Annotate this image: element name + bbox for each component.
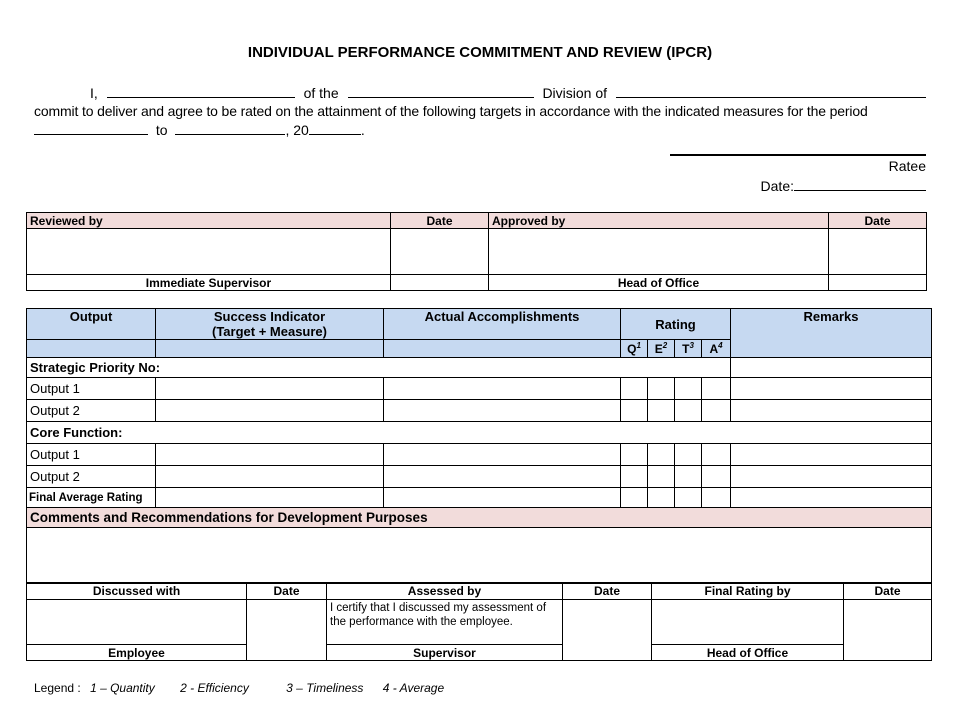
success-indicator-header <box>156 309 384 340</box>
signoff-date-2-header: Date <box>563 583 652 600</box>
signoff-date-3-cell[interactable] <box>844 600 932 661</box>
sp-output-2-t[interactable] <box>675 400 702 422</box>
cf-output-1-q[interactable] <box>621 444 648 466</box>
a-letter: A <box>709 342 719 356</box>
approver-signature-cell[interactable] <box>489 229 829 275</box>
supervisor-label: Supervisor <box>327 645 563 661</box>
sp-output-1-a[interactable] <box>702 378 731 400</box>
q-header <box>621 340 648 358</box>
commitment-line-2: commit to deliver and agree to be rated on the attainment of the following targets in accordance with the indicated measures for the period <box>34 103 868 119</box>
review-table <box>26 212 927 291</box>
cf-output-2-a[interactable] <box>702 466 731 488</box>
legend-timeliness: 3 – Timeliness <box>286 681 364 695</box>
division-of-label: Division of <box>542 85 608 101</box>
cf-output-1-t[interactable] <box>675 444 702 466</box>
t-header <box>675 340 702 358</box>
sp-output-2-indicator[interactable] <box>156 400 384 422</box>
final-average-actual[interactable] <box>384 488 621 508</box>
final-average-indicator[interactable] <box>156 488 384 508</box>
sp-output-1-q[interactable] <box>621 378 648 400</box>
sp-output-2-q[interactable] <box>621 400 648 422</box>
cf-output-1-actual[interactable] <box>384 444 621 466</box>
q-sup: 1 <box>636 341 641 350</box>
cf-output-1-indicator[interactable] <box>156 444 384 466</box>
e-letter: E <box>654 342 663 356</box>
cf-output-2: Output 2 <box>27 466 156 488</box>
a-header <box>702 340 731 358</box>
legend-quantity: 1 – Quantity <box>90 681 155 695</box>
sp-output-1-e[interactable] <box>648 378 675 400</box>
sp-output-1-remarks[interactable] <box>731 378 932 400</box>
core-function-row: Core Function: <box>27 422 932 444</box>
cf-output-2-e[interactable] <box>648 466 675 488</box>
final-average-a[interactable] <box>702 488 731 508</box>
cf-output-1-e[interactable] <box>648 444 675 466</box>
to-label: to <box>155 122 168 138</box>
office-blank <box>348 84 534 98</box>
final-rating-by-header: Final Rating by <box>652 583 844 600</box>
approved-by-header: Approved by <box>489 213 829 229</box>
cf-output-2-actual[interactable] <box>384 466 621 488</box>
sp-output-2-remarks[interactable] <box>731 400 932 422</box>
cf-output-1-a[interactable] <box>702 444 731 466</box>
cf-output-1-remarks[interactable] <box>731 444 932 466</box>
period-end-blank <box>175 121 285 135</box>
final-average-rating-label: Final Average Rating <box>27 488 156 508</box>
e-header <box>648 340 675 358</box>
sp-output-1-indicator[interactable] <box>156 378 384 400</box>
e-sup: 2 <box>662 341 668 350</box>
sp-output-2-e[interactable] <box>648 400 675 422</box>
commitment-line-1 <box>90 84 926 102</box>
sp-output-2-a[interactable] <box>702 400 731 422</box>
sp-output-1-t[interactable] <box>675 378 702 400</box>
ratee-date <box>761 177 926 195</box>
t-letter: T <box>682 342 690 356</box>
rating-header: Rating <box>621 309 731 340</box>
sp-output-1: Output 1 <box>27 378 156 400</box>
signoff-date-2-cell[interactable] <box>563 600 652 661</box>
head-of-office-label: Head of Office <box>489 275 829 291</box>
comments-header: Comments and Recommendations for Development Purposes <box>27 508 932 528</box>
signoff-table <box>26 582 932 661</box>
cf-output-1: Output 1 <box>27 444 156 466</box>
cf-output-2-remarks[interactable] <box>731 466 932 488</box>
ratee-date-blank <box>794 177 926 191</box>
discussed-with-header: Discussed with <box>27 583 247 600</box>
final-average-q[interactable] <box>621 488 648 508</box>
cf-output-2-t[interactable] <box>675 466 702 488</box>
sp-output-2-actual[interactable] <box>384 400 621 422</box>
review-date-header: Date <box>391 213 489 229</box>
assessed-by-header: Assessed by <box>327 583 563 600</box>
page-title: INDIVIDUAL PERFORMANCE COMMITMENT AND REVIEW (IPCR) <box>247 44 713 61</box>
reviewed-by-header: Reviewed by <box>27 213 391 229</box>
remarks-header: Remarks <box>731 309 932 358</box>
q-letter: Q <box>627 342 637 356</box>
approve-date-header: Date <box>829 213 927 229</box>
legend-efficiency: 2 - Efficiency <box>180 681 249 695</box>
final-average-e[interactable] <box>648 488 675 508</box>
cf-output-2-indicator[interactable] <box>156 466 384 488</box>
strategic-priority-row: Strategic Priority No: <box>27 358 731 378</box>
a-sup: 4 <box>718 341 723 350</box>
year-prefix: , 20 <box>285 122 309 138</box>
immediate-supervisor-label: Immediate Supervisor <box>27 275 391 291</box>
signoff-date-1-header: Date <box>247 583 327 600</box>
success-indicator-label: Success Indicator <box>213 309 326 324</box>
output-header: Output <box>27 309 156 340</box>
success-indicator-header-sub <box>156 340 384 358</box>
reviewer-signature-cell[interactable] <box>27 229 391 275</box>
legend-label: Legend : <box>34 681 81 695</box>
legend-average: 4 - Average <box>382 681 445 695</box>
approve-date-cell[interactable] <box>829 229 927 275</box>
target-measure-label: (Target + Measure) <box>212 324 327 339</box>
division-blank <box>616 84 926 98</box>
legend <box>34 681 444 695</box>
approve-date-blank <box>829 275 927 291</box>
comments-area[interactable] <box>27 528 932 584</box>
period-end-dot: . <box>360 122 365 138</box>
ratee-date-label: Date: <box>760 178 794 194</box>
commitment-line-3 <box>34 121 365 139</box>
name-blank <box>107 84 295 98</box>
final-average-t[interactable] <box>675 488 702 508</box>
final-rater-signature-cell[interactable] <box>652 600 844 645</box>
ipcr-table <box>26 308 932 584</box>
actual-header-sub <box>384 340 621 358</box>
employee-signature-cell[interactable] <box>27 600 247 645</box>
head-of-office-signoff-label: Head of Office <box>652 645 844 661</box>
of-the-label: of the <box>303 85 339 101</box>
employee-label: Employee <box>27 645 247 661</box>
certify-text: I certify that I discussed my assessment of the performance with the employee. <box>327 600 563 645</box>
signoff-date-3-header: Date <box>844 583 932 600</box>
output-header-sub <box>27 340 156 358</box>
ratee-label: Ratee <box>888 158 926 174</box>
signoff-date-1-cell[interactable] <box>247 600 327 661</box>
strategic-priority-remarks[interactable] <box>731 358 932 378</box>
t-sup: 3 <box>689 341 694 350</box>
cf-output-2-q[interactable] <box>621 466 648 488</box>
sp-output-1-actual[interactable] <box>384 378 621 400</box>
ratee-signature-line <box>670 154 926 156</box>
period-start-blank <box>34 121 148 135</box>
final-average-remarks[interactable] <box>731 488 932 508</box>
year-blank <box>309 121 361 135</box>
review-date-blank <box>391 275 489 291</box>
review-date-cell[interactable] <box>391 229 489 275</box>
actual-accomplishments-header: Actual Accomplishments <box>384 309 621 340</box>
i-label: I, <box>90 85 98 101</box>
sp-output-2: Output 2 <box>27 400 156 422</box>
